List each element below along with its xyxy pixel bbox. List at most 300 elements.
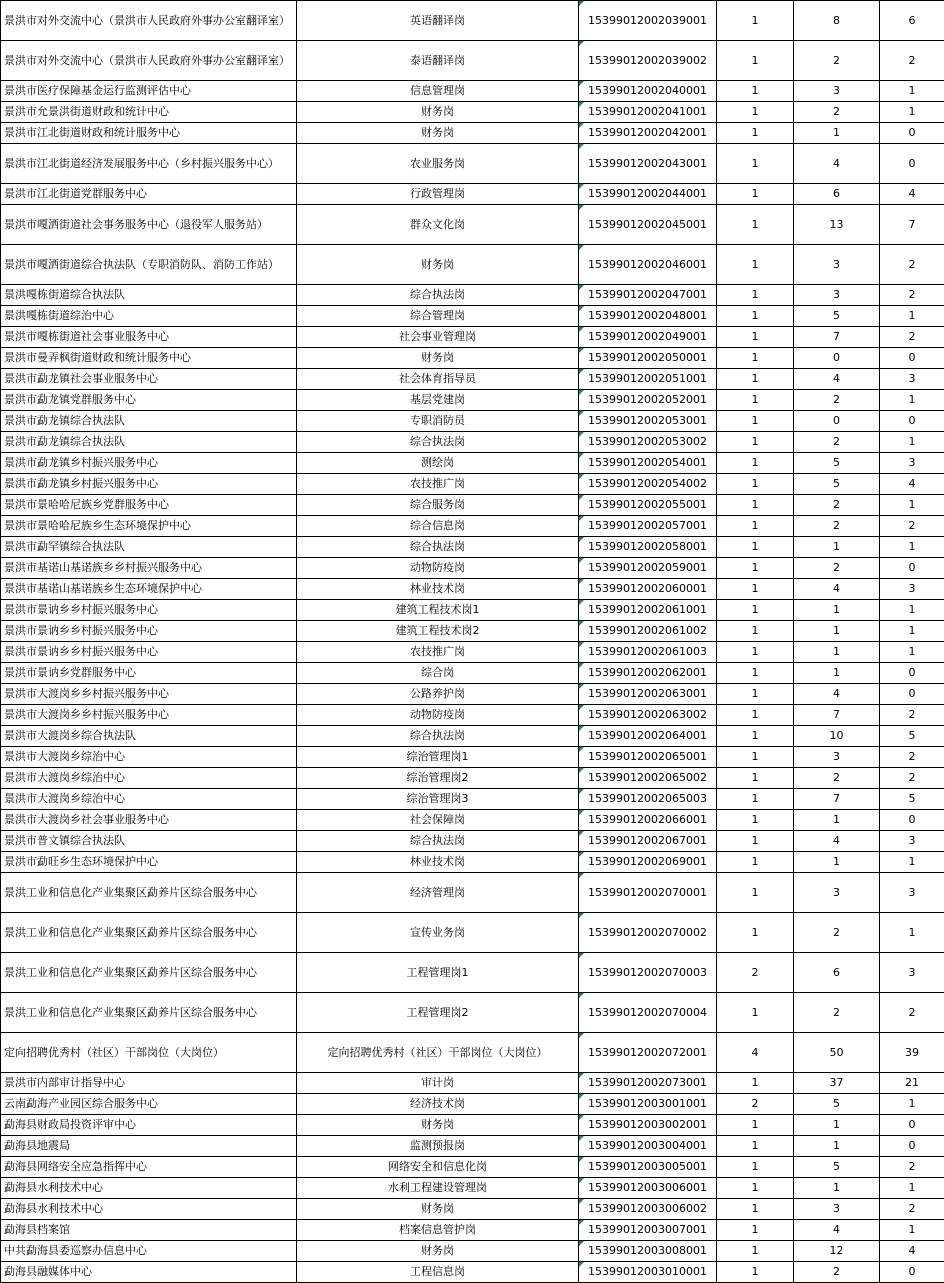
position-code-cell[interactable]: 15399012002060001 (579, 579, 717, 600)
recruit-count-cell[interactable]: 1 (717, 306, 794, 327)
recruit-count-cell[interactable]: 1 (717, 558, 794, 579)
applicant-count-cell[interactable]: 37 (794, 1073, 880, 1094)
unit-name-cell[interactable]: 景洪市江北街道财政和统计服务中心 (1, 123, 297, 144)
approved-count-cell[interactable]: 2 (880, 1199, 944, 1220)
applicant-count-cell[interactable]: 4 (794, 579, 880, 600)
unit-name-cell[interactable]: 景洪市景哈哈尼族乡党群服务中心 (1, 495, 297, 516)
unit-name-cell[interactable]: 景洪市曼弄枫街道财政和统计服务中心 (1, 348, 297, 369)
applicant-count-cell[interactable]: 5 (794, 474, 880, 495)
applicant-count-cell[interactable]: 2 (794, 913, 880, 953)
approved-count-cell[interactable]: 0 (880, 558, 944, 579)
applicant-count-cell[interactable]: 1 (794, 1115, 880, 1136)
position-code-cell[interactable]: 15399012002052001 (579, 390, 717, 411)
recruit-count-cell[interactable]: 1 (717, 621, 794, 642)
position-code-cell[interactable]: 15399012002039002 (579, 41, 717, 81)
recruit-count-cell[interactable]: 1 (717, 579, 794, 600)
applicant-count-cell[interactable]: 2 (794, 432, 880, 453)
applicant-count-cell[interactable]: 2 (794, 390, 880, 411)
approved-count-cell[interactable]: 0 (880, 1115, 944, 1136)
applicant-count-cell[interactable]: 5 (794, 1094, 880, 1115)
position-name-cell[interactable]: 动物防疫岗 (297, 558, 579, 579)
applicant-count-cell[interactable]: 7 (794, 327, 880, 348)
unit-name-cell[interactable]: 景洪市大渡岗乡综治中心 (1, 768, 297, 789)
position-name-cell[interactable]: 财务岗 (297, 123, 579, 144)
position-code-cell[interactable]: 15399012002070004 (579, 993, 717, 1033)
position-code-cell[interactable]: 15399012003007001 (579, 1220, 717, 1241)
recruit-count-cell[interactable]: 1 (717, 684, 794, 705)
position-code-cell[interactable]: 15399012002053002 (579, 432, 717, 453)
approved-count-cell[interactable]: 0 (880, 663, 944, 684)
applicant-count-cell[interactable]: 1 (794, 621, 880, 642)
applicant-count-cell[interactable]: 3 (794, 873, 880, 913)
position-code-cell[interactable]: 15399012003006002 (579, 1199, 717, 1220)
unit-name-cell[interactable]: 定向招聘优秀村（社区）干部岗位（大岗位） (1, 1033, 297, 1073)
recruit-count-cell[interactable]: 1 (717, 789, 794, 810)
unit-name-cell[interactable]: 景洪市景哈哈尼族乡生态环境保护中心 (1, 516, 297, 537)
position-code-cell[interactable]: 15399012003004001 (579, 1136, 717, 1157)
position-code-cell[interactable]: 15399012002042001 (579, 123, 717, 144)
applicant-count-cell[interactable]: 5 (794, 306, 880, 327)
unit-name-cell[interactable]: 景洪市内部审计指导中心 (1, 1073, 297, 1094)
unit-name-cell[interactable]: 景洪嘎栋街道综合执法队 (1, 285, 297, 306)
approved-count-cell[interactable]: 3 (880, 579, 944, 600)
recruit-count-cell[interactable]: 4 (717, 1033, 794, 1073)
position-name-cell[interactable]: 工程管理岗1 (297, 953, 579, 993)
position-code-cell[interactable]: 15399012002053001 (579, 411, 717, 432)
applicant-count-cell[interactable]: 13 (794, 205, 880, 245)
recruit-count-cell[interactable]: 1 (717, 1136, 794, 1157)
unit-name-cell[interactable]: 景洪市景讷乡党群服务中心 (1, 663, 297, 684)
applicant-count-cell[interactable]: 7 (794, 705, 880, 726)
applicant-count-cell[interactable]: 6 (794, 184, 880, 205)
approved-count-cell[interactable]: 2 (880, 768, 944, 789)
position-name-cell[interactable]: 经济管理岗 (297, 873, 579, 913)
position-code-cell[interactable]: 15399012003001001 (579, 1094, 717, 1115)
position-code-cell[interactable]: 15399012002048001 (579, 306, 717, 327)
approved-count-cell[interactable]: 0 (880, 144, 944, 184)
position-name-cell[interactable]: 建筑工程技术岗1 (297, 600, 579, 621)
applicant-count-cell[interactable]: 8 (794, 1, 880, 41)
recruit-count-cell[interactable]: 1 (717, 390, 794, 411)
applicant-count-cell[interactable]: 1 (794, 852, 880, 873)
position-code-cell[interactable]: 15399012002070001 (579, 873, 717, 913)
approved-count-cell[interactable]: 0 (880, 348, 944, 369)
unit-name-cell[interactable]: 景洪市勐龙镇乡村振兴服务中心 (1, 453, 297, 474)
applicant-count-cell[interactable]: 1 (794, 1178, 880, 1199)
applicant-count-cell[interactable]: 5 (794, 453, 880, 474)
unit-name-cell[interactable]: 勐海县档案馆 (1, 1220, 297, 1241)
position-name-cell[interactable]: 社会体育指导员 (297, 369, 579, 390)
applicant-count-cell[interactable]: 1 (794, 600, 880, 621)
approved-count-cell[interactable]: 4 (880, 184, 944, 205)
position-name-cell[interactable]: 综合管理岗 (297, 306, 579, 327)
recruit-count-cell[interactable]: 1 (717, 993, 794, 1033)
applicant-count-cell[interactable]: 2 (794, 768, 880, 789)
approved-count-cell[interactable]: 1 (880, 102, 944, 123)
applicant-count-cell[interactable]: 5 (794, 1157, 880, 1178)
position-name-cell[interactable]: 综合服务岗 (297, 495, 579, 516)
unit-name-cell[interactable]: 景洪嘎栋街道综治中心 (1, 306, 297, 327)
unit-name-cell[interactable]: 景洪工业和信息化产业集聚区勐养片区综合服务中心 (1, 873, 297, 913)
position-name-cell[interactable]: 财务岗 (297, 102, 579, 123)
approved-count-cell[interactable]: 2 (880, 993, 944, 1033)
approved-count-cell[interactable]: 0 (880, 123, 944, 144)
approved-count-cell[interactable]: 7 (880, 205, 944, 245)
approved-count-cell[interactable]: 6 (880, 1, 944, 41)
unit-name-cell[interactable]: 景洪市勐罕镇综合执法队 (1, 537, 297, 558)
approved-count-cell[interactable]: 2 (880, 245, 944, 285)
applicant-count-cell[interactable]: 1 (794, 642, 880, 663)
position-name-cell[interactable]: 农业服务岗 (297, 144, 579, 184)
applicant-count-cell[interactable]: 3 (794, 285, 880, 306)
approved-count-cell[interactable]: 1 (880, 432, 944, 453)
position-code-cell[interactable]: 15399012002072001 (579, 1033, 717, 1073)
applicant-count-cell[interactable]: 3 (794, 1199, 880, 1220)
approved-count-cell[interactable]: 2 (880, 1157, 944, 1178)
approved-count-cell[interactable]: 2 (880, 705, 944, 726)
unit-name-cell[interactable]: 景洪市景讷乡乡村振兴服务中心 (1, 600, 297, 621)
position-code-cell[interactable]: 15399012002064001 (579, 726, 717, 747)
position-name-cell[interactable]: 测绘岗 (297, 453, 579, 474)
applicant-count-cell[interactable]: 0 (794, 348, 880, 369)
unit-name-cell[interactable]: 景洪市普文镇综合执法队 (1, 831, 297, 852)
position-name-cell[interactable]: 综治管理岗2 (297, 768, 579, 789)
recruit-count-cell[interactable]: 1 (717, 285, 794, 306)
recruit-count-cell[interactable]: 1 (717, 102, 794, 123)
unit-name-cell[interactable]: 勐海县水利技术中心 (1, 1199, 297, 1220)
position-name-cell[interactable]: 综治管理岗3 (297, 789, 579, 810)
recruit-count-cell[interactable]: 1 (717, 123, 794, 144)
position-name-cell[interactable]: 公路养护岗 (297, 684, 579, 705)
unit-name-cell[interactable]: 景洪市嘎栋街道社会事业服务中心 (1, 327, 297, 348)
recruit-count-cell[interactable]: 1 (717, 184, 794, 205)
position-name-cell[interactable]: 综合执法岗 (297, 537, 579, 558)
position-code-cell[interactable]: 15399012002054002 (579, 474, 717, 495)
approved-count-cell[interactable]: 1 (880, 537, 944, 558)
position-name-cell[interactable]: 财务岗 (297, 1115, 579, 1136)
position-name-cell[interactable]: 经济技术岗 (297, 1094, 579, 1115)
unit-name-cell[interactable]: 景洪市勐龙镇综合执法队 (1, 411, 297, 432)
unit-name-cell[interactable]: 勐海县融媒体中心 (1, 1262, 297, 1283)
applicant-count-cell[interactable]: 3 (794, 245, 880, 285)
approved-count-cell[interactable]: 5 (880, 789, 944, 810)
position-code-cell[interactable]: 15399012002066001 (579, 810, 717, 831)
position-code-cell[interactable]: 15399012002065003 (579, 789, 717, 810)
position-name-cell[interactable]: 英语翻译岗 (297, 1, 579, 41)
position-code-cell[interactable]: 15399012002063001 (579, 684, 717, 705)
applicant-count-cell[interactable]: 2 (794, 41, 880, 81)
applicant-count-cell[interactable]: 1 (794, 537, 880, 558)
applicant-count-cell[interactable]: 50 (794, 1033, 880, 1073)
recruit-count-cell[interactable]: 1 (717, 913, 794, 953)
position-code-cell[interactable]: 15399012002069001 (579, 852, 717, 873)
approved-count-cell[interactable]: 1 (880, 306, 944, 327)
recruit-count-cell[interactable]: 1 (717, 327, 794, 348)
unit-name-cell[interactable]: 景洪市大渡岗乡综合执法队 (1, 726, 297, 747)
recruit-count-cell[interactable]: 1 (717, 348, 794, 369)
unit-name-cell[interactable]: 勐海县网络安全应急指挥中心 (1, 1157, 297, 1178)
position-code-cell[interactable]: 15399012002059001 (579, 558, 717, 579)
position-name-cell[interactable]: 监测预报岗 (297, 1136, 579, 1157)
position-code-cell[interactable]: 15399012002070002 (579, 913, 717, 953)
applicant-count-cell[interactable]: 4 (794, 684, 880, 705)
approved-count-cell[interactable]: 1 (880, 1094, 944, 1115)
position-name-cell[interactable]: 水利工程建设管理岗 (297, 1178, 579, 1199)
position-code-cell[interactable]: 15399012002043001 (579, 144, 717, 184)
position-code-cell[interactable]: 15399012003010001 (579, 1262, 717, 1283)
approved-count-cell[interactable]: 1 (880, 913, 944, 953)
applicant-count-cell[interactable]: 2 (794, 558, 880, 579)
unit-name-cell[interactable]: 景洪工业和信息化产业集聚区勐养片区综合服务中心 (1, 993, 297, 1033)
recruit-count-cell[interactable]: 1 (717, 245, 794, 285)
approved-count-cell[interactable]: 4 (880, 474, 944, 495)
recruit-count-cell[interactable]: 1 (717, 144, 794, 184)
approved-count-cell[interactable]: 2 (880, 516, 944, 537)
recruit-count-cell[interactable]: 1 (717, 1241, 794, 1262)
recruit-count-cell[interactable]: 1 (717, 41, 794, 81)
unit-name-cell[interactable]: 景洪市对外交流中心（景洪市人民政府外事办公室翻译室） (1, 1, 297, 41)
recruit-count-cell[interactable]: 1 (717, 537, 794, 558)
recruit-count-cell[interactable]: 1 (717, 1262, 794, 1283)
unit-name-cell[interactable]: 景洪市大渡岗乡综治中心 (1, 789, 297, 810)
position-name-cell[interactable]: 财务岗 (297, 348, 579, 369)
position-code-cell[interactable]: 15399012002055001 (579, 495, 717, 516)
position-name-cell[interactable]: 林业技术岗 (297, 579, 579, 600)
position-name-cell[interactable]: 建筑工程技术岗2 (297, 621, 579, 642)
position-name-cell[interactable]: 宣传业务岗 (297, 913, 579, 953)
position-code-cell[interactable]: 15399012003002001 (579, 1115, 717, 1136)
applicant-count-cell[interactable]: 3 (794, 81, 880, 102)
recruit-count-cell[interactable]: 1 (717, 81, 794, 102)
position-name-cell[interactable]: 网络安全和信息化岗 (297, 1157, 579, 1178)
unit-name-cell[interactable]: 景洪市嘎洒街道社会事务服务中心（退役军人服务站） (1, 205, 297, 245)
applicant-count-cell[interactable]: 12 (794, 1241, 880, 1262)
unit-name-cell[interactable]: 景洪市基诺山基诺族乡乡村振兴服务中心 (1, 558, 297, 579)
applicant-count-cell[interactable]: 7 (794, 789, 880, 810)
recruit-count-cell[interactable]: 1 (717, 205, 794, 245)
applicant-count-cell[interactable]: 0 (794, 411, 880, 432)
position-name-cell[interactable]: 工程管理岗2 (297, 993, 579, 1033)
position-code-cell[interactable]: 15399012002061001 (579, 600, 717, 621)
position-name-cell[interactable]: 综合执法岗 (297, 432, 579, 453)
applicant-count-cell[interactable]: 2 (794, 516, 880, 537)
unit-name-cell[interactable]: 景洪市江北街道党群服务中心 (1, 184, 297, 205)
approved-count-cell[interactable]: 1 (880, 81, 944, 102)
applicant-count-cell[interactable]: 4 (794, 369, 880, 390)
approved-count-cell[interactable]: 1 (880, 642, 944, 663)
unit-name-cell[interactable]: 景洪市景讷乡乡村振兴服务中心 (1, 621, 297, 642)
position-name-cell[interactable]: 综合执法岗 (297, 285, 579, 306)
unit-name-cell[interactable]: 景洪市勐旺乡生态环境保护中心 (1, 852, 297, 873)
position-name-cell[interactable]: 工程信息岗 (297, 1262, 579, 1283)
applicant-count-cell[interactable]: 1 (794, 810, 880, 831)
recruit-count-cell[interactable]: 1 (717, 642, 794, 663)
recruit-count-cell[interactable]: 1 (717, 474, 794, 495)
recruit-count-cell[interactable]: 1 (717, 495, 794, 516)
approved-count-cell[interactable]: 1 (880, 1220, 944, 1241)
recruit-count-cell[interactable]: 1 (717, 1220, 794, 1241)
position-code-cell[interactable]: 15399012002057001 (579, 516, 717, 537)
unit-name-cell[interactable]: 景洪市嘎洒街道综合执法队（专职消防队、消防工作站） (1, 245, 297, 285)
position-name-cell[interactable]: 信息管理岗 (297, 81, 579, 102)
position-code-cell[interactable]: 15399012002058001 (579, 537, 717, 558)
recruit-count-cell[interactable]: 1 (717, 705, 794, 726)
position-code-cell[interactable]: 15399012002045001 (579, 205, 717, 245)
recruit-count-cell[interactable]: 2 (717, 953, 794, 993)
position-code-cell[interactable]: 15399012003008001 (579, 1241, 717, 1262)
position-name-cell[interactable]: 财务岗 (297, 245, 579, 285)
applicant-count-cell[interactable]: 4 (794, 831, 880, 852)
approved-count-cell[interactable]: 1 (880, 1178, 944, 1199)
approved-count-cell[interactable]: 2 (880, 327, 944, 348)
unit-name-cell[interactable]: 景洪市勐龙镇乡村振兴服务中心 (1, 474, 297, 495)
position-name-cell[interactable]: 农技推广岗 (297, 642, 579, 663)
applicant-count-cell[interactable]: 6 (794, 953, 880, 993)
unit-name-cell[interactable]: 景洪市大渡岗乡乡村振兴服务中心 (1, 705, 297, 726)
position-code-cell[interactable]: 15399012002050001 (579, 348, 717, 369)
approved-count-cell[interactable]: 1 (880, 621, 944, 642)
position-code-cell[interactable]: 15399012002065001 (579, 747, 717, 768)
applicant-count-cell[interactable]: 2 (794, 993, 880, 1033)
unit-name-cell[interactable]: 景洪市勐龙镇综合执法队 (1, 432, 297, 453)
position-name-cell[interactable]: 行政管理岗 (297, 184, 579, 205)
position-name-cell[interactable]: 社会事业管理岗 (297, 327, 579, 348)
approved-count-cell[interactable]: 1 (880, 600, 944, 621)
approved-count-cell[interactable]: 2 (880, 747, 944, 768)
recruit-count-cell[interactable]: 1 (717, 516, 794, 537)
position-name-cell[interactable]: 审计岗 (297, 1073, 579, 1094)
unit-name-cell[interactable]: 景洪工业和信息化产业集聚区勐养片区综合服务中心 (1, 913, 297, 953)
recruit-count-cell[interactable]: 2 (717, 1094, 794, 1115)
position-code-cell[interactable]: 15399012002051001 (579, 369, 717, 390)
approved-count-cell[interactable]: 0 (880, 810, 944, 831)
approved-count-cell[interactable]: 2 (880, 41, 944, 81)
recruit-count-cell[interactable]: 1 (717, 1157, 794, 1178)
approved-count-cell[interactable]: 1 (880, 852, 944, 873)
approved-count-cell[interactable]: 21 (880, 1073, 944, 1094)
position-name-cell[interactable]: 群众文化岗 (297, 205, 579, 245)
approved-count-cell[interactable]: 3 (880, 369, 944, 390)
recruit-count-cell[interactable]: 1 (717, 1115, 794, 1136)
recruit-count-cell[interactable]: 1 (717, 726, 794, 747)
approved-count-cell[interactable]: 2 (880, 285, 944, 306)
position-code-cell[interactable]: 15399012002040001 (579, 81, 717, 102)
approved-count-cell[interactable]: 39 (880, 1033, 944, 1073)
recruit-count-cell[interactable]: 1 (717, 1199, 794, 1220)
applicant-count-cell[interactable]: 4 (794, 144, 880, 184)
unit-name-cell[interactable]: 勐海县水利技术中心 (1, 1178, 297, 1199)
applicant-count-cell[interactable]: 4 (794, 1220, 880, 1241)
recruit-count-cell[interactable]: 1 (717, 600, 794, 621)
position-code-cell[interactable]: 15399012002061002 (579, 621, 717, 642)
approved-count-cell[interactable]: 0 (880, 411, 944, 432)
unit-name-cell[interactable]: 勐海县财政局投资评审中心 (1, 1115, 297, 1136)
unit-name-cell[interactable]: 景洪市对外交流中心（景洪市人民政府外事办公室翻译室） (1, 41, 297, 81)
recruit-count-cell[interactable]: 1 (717, 1, 794, 41)
position-code-cell[interactable]: 15399012003005001 (579, 1157, 717, 1178)
position-name-cell[interactable]: 动物防疫岗 (297, 705, 579, 726)
applicant-count-cell[interactable]: 10 (794, 726, 880, 747)
position-code-cell[interactable]: 15399012002054001 (579, 453, 717, 474)
approved-count-cell[interactable]: 1 (880, 390, 944, 411)
position-name-cell[interactable]: 财务岗 (297, 1241, 579, 1262)
unit-name-cell[interactable]: 景洪市大渡岗乡社会事业服务中心 (1, 810, 297, 831)
approved-count-cell[interactable]: 3 (880, 953, 944, 993)
recruit-count-cell[interactable]: 1 (717, 432, 794, 453)
applicant-count-cell[interactable]: 1 (794, 663, 880, 684)
unit-name-cell[interactable]: 景洪市医疗保障基金运行监测评估中心 (1, 81, 297, 102)
unit-name-cell[interactable]: 景洪市勐龙镇党群服务中心 (1, 390, 297, 411)
position-name-cell[interactable]: 基层党建岗 (297, 390, 579, 411)
recruit-count-cell[interactable]: 1 (717, 810, 794, 831)
position-code-cell[interactable]: 15399012003006001 (579, 1178, 717, 1199)
position-code-cell[interactable]: 15399012002062001 (579, 663, 717, 684)
recruit-count-cell[interactable]: 1 (717, 663, 794, 684)
recruit-count-cell[interactable]: 1 (717, 411, 794, 432)
approved-count-cell[interactable]: 4 (880, 1241, 944, 1262)
position-name-cell[interactable]: 林业技术岗 (297, 852, 579, 873)
position-code-cell[interactable]: 15399012002049001 (579, 327, 717, 348)
unit-name-cell[interactable]: 景洪市大渡岗乡综治中心 (1, 747, 297, 768)
unit-name-cell[interactable]: 景洪市允景洪街道财政和统计中心 (1, 102, 297, 123)
position-name-cell[interactable]: 财务岗 (297, 1199, 579, 1220)
position-name-cell[interactable]: 档案信息管护岗 (297, 1220, 579, 1241)
position-name-cell[interactable]: 综合信息岗 (297, 516, 579, 537)
recruit-count-cell[interactable]: 1 (717, 768, 794, 789)
recruit-count-cell[interactable]: 1 (717, 369, 794, 390)
approved-count-cell[interactable]: 3 (880, 453, 944, 474)
position-name-cell[interactable]: 综合岗 (297, 663, 579, 684)
position-name-cell[interactable]: 专职消防员 (297, 411, 579, 432)
position-name-cell[interactable]: 泰语翻译岗 (297, 41, 579, 81)
recruit-count-cell[interactable]: 1 (717, 453, 794, 474)
approved-count-cell[interactable]: 0 (880, 684, 944, 705)
unit-name-cell[interactable]: 景洪市勐龙镇社会事业服务中心 (1, 369, 297, 390)
approved-count-cell[interactable]: 3 (880, 873, 944, 913)
recruit-count-cell[interactable]: 1 (717, 831, 794, 852)
position-code-cell[interactable]: 15399012002039001 (579, 1, 717, 41)
position-code-cell[interactable]: 15399012002047001 (579, 285, 717, 306)
recruit-count-cell[interactable]: 1 (717, 747, 794, 768)
position-code-cell[interactable]: 15399012002061003 (579, 642, 717, 663)
position-code-cell[interactable]: 15399012002063002 (579, 705, 717, 726)
unit-name-cell[interactable]: 景洪市江北街道经济发展服务中心（乡村振兴服务中心） (1, 144, 297, 184)
applicant-count-cell[interactable]: 2 (794, 495, 880, 516)
unit-name-cell[interactable]: 云南勐海产业园区综合服务中心 (1, 1094, 297, 1115)
unit-name-cell[interactable]: 景洪市大渡岗乡乡村振兴服务中心 (1, 684, 297, 705)
position-code-cell[interactable]: 15399012002041001 (579, 102, 717, 123)
applicant-count-cell[interactable]: 2 (794, 1262, 880, 1283)
approved-count-cell[interactable]: 5 (880, 726, 944, 747)
approved-count-cell[interactable]: 1 (880, 495, 944, 516)
position-code-cell[interactable]: 15399012002067001 (579, 831, 717, 852)
position-code-cell[interactable]: 15399012002070003 (579, 953, 717, 993)
position-code-cell[interactable]: 15399012002044001 (579, 184, 717, 205)
unit-name-cell[interactable]: 景洪市基诺山基诺族乡生态环境保护中心 (1, 579, 297, 600)
approved-count-cell[interactable]: 0 (880, 1136, 944, 1157)
approved-count-cell[interactable]: 0 (880, 1262, 944, 1283)
unit-name-cell[interactable]: 中共勐海县委巡察办信息中心 (1, 1241, 297, 1262)
position-name-cell[interactable]: 社会保障岗 (297, 810, 579, 831)
position-name-cell[interactable]: 农技推广岗 (297, 474, 579, 495)
recruit-count-cell[interactable]: 1 (717, 1073, 794, 1094)
recruit-count-cell[interactable]: 1 (717, 1178, 794, 1199)
position-code-cell[interactable]: 15399012002073001 (579, 1073, 717, 1094)
recruit-count-cell[interactable]: 1 (717, 852, 794, 873)
position-name-cell[interactable]: 综合执法岗 (297, 831, 579, 852)
applicant-count-cell[interactable]: 2 (794, 102, 880, 123)
position-code-cell[interactable]: 15399012002046001 (579, 245, 717, 285)
